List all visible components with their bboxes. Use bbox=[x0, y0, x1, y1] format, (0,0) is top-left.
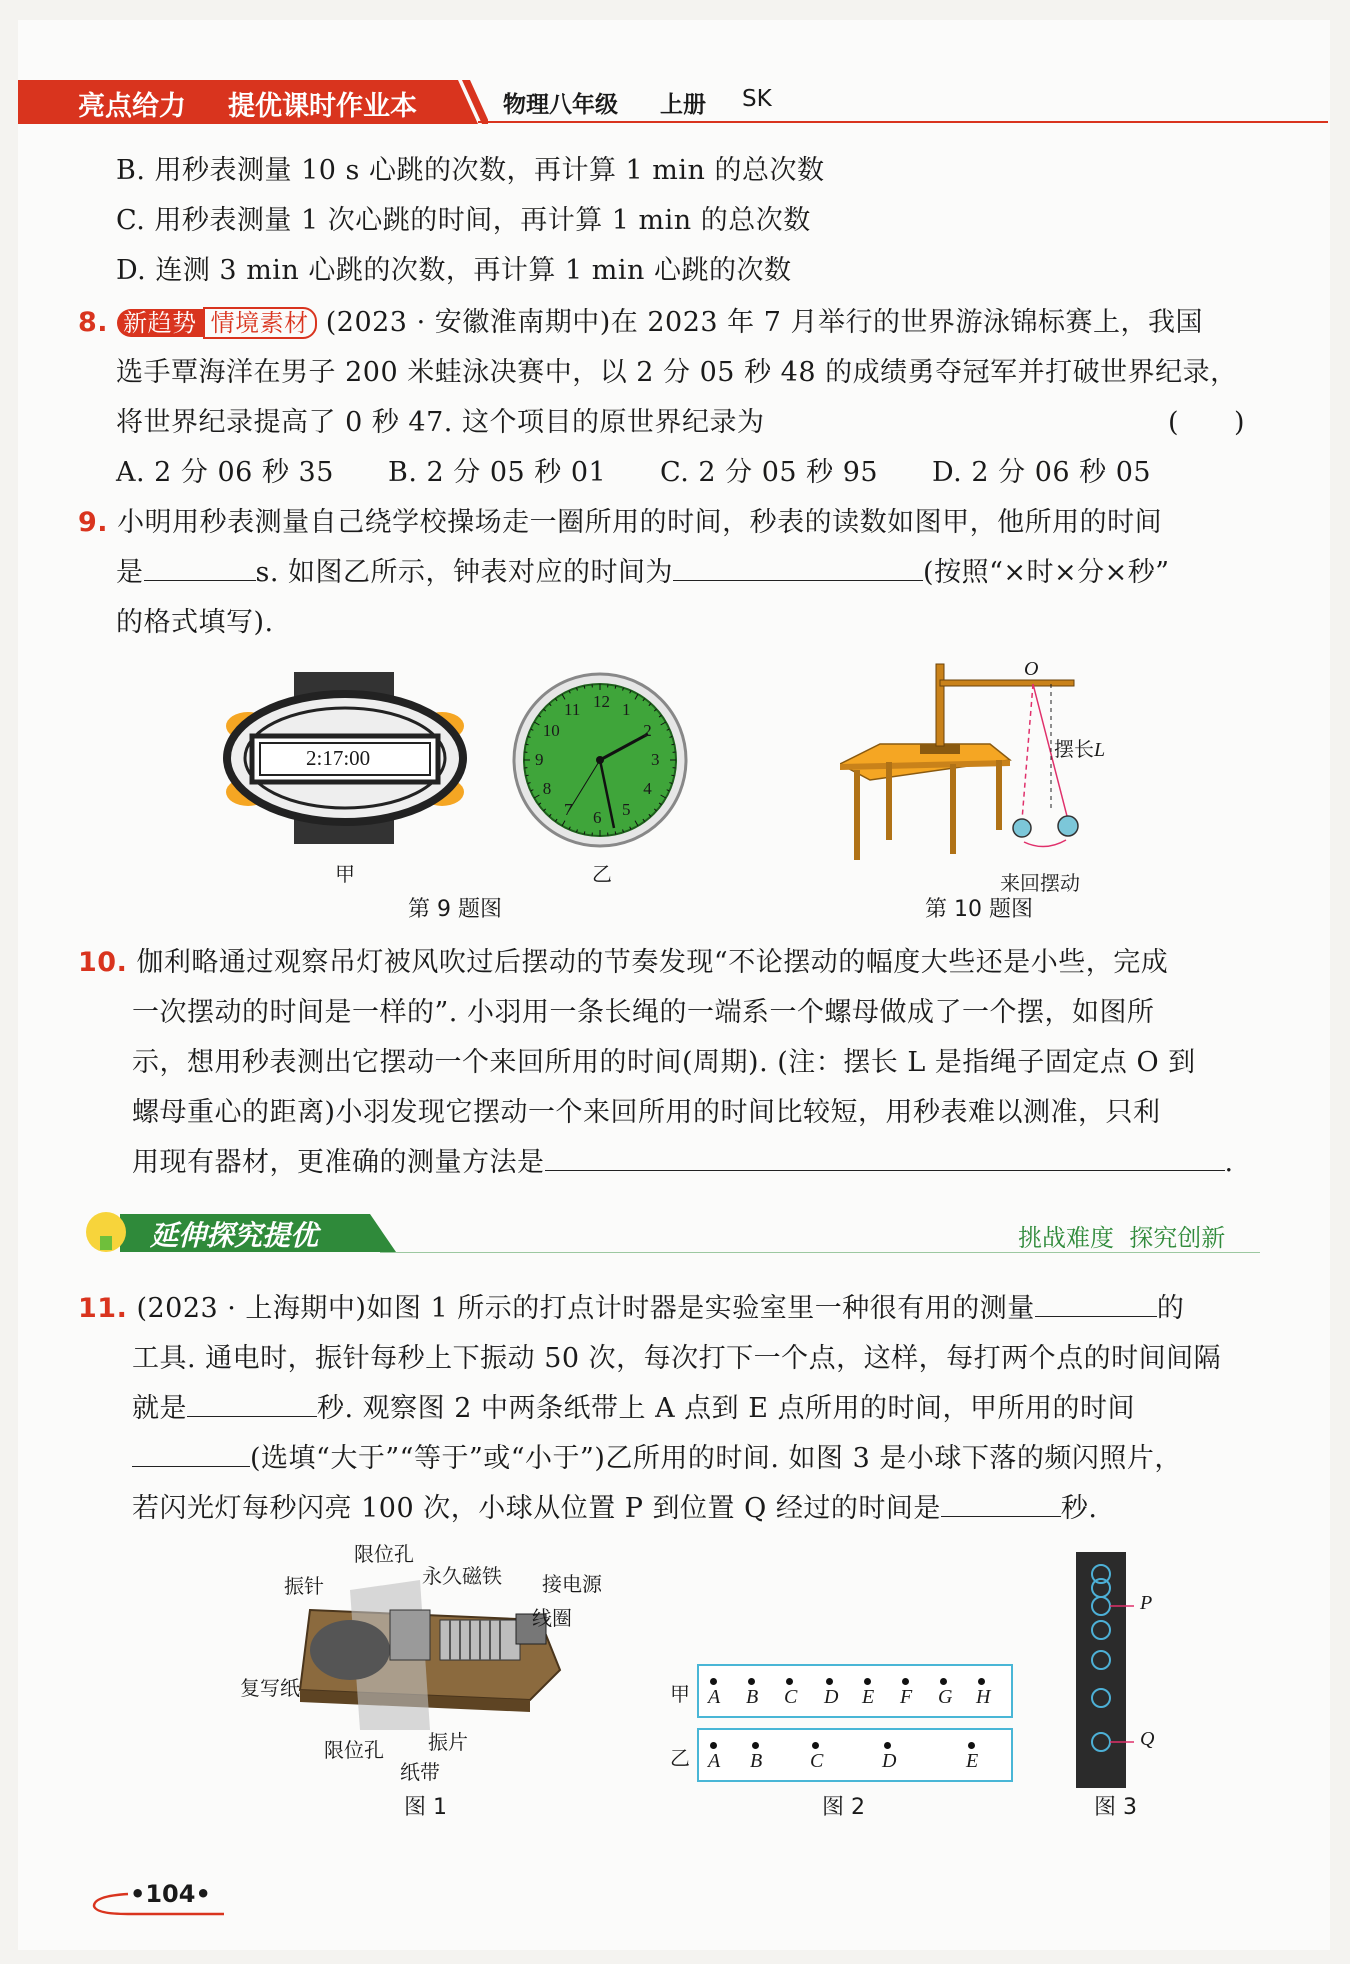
pendulum-figure bbox=[840, 660, 1110, 870]
fig11-cap1: 图 1 bbox=[404, 1795, 447, 1820]
header-rule bbox=[478, 121, 1328, 123]
fig11-magnet: 永久磁铁 bbox=[422, 1564, 502, 1588]
fig10-label-swing: 来回摆动 bbox=[1000, 871, 1080, 895]
q11-line4 bbox=[132, 1440, 1182, 1478]
tape-dot bbox=[864, 1678, 871, 1685]
ticker-timer-figure bbox=[290, 1580, 570, 1730]
clock-number: 2 bbox=[643, 721, 652, 740]
section-title: 延伸探究提优 bbox=[150, 1219, 319, 1252]
section-rule bbox=[380, 1252, 1260, 1253]
q8-option-c: C. 2 分 05 秒 95 bbox=[660, 457, 879, 488]
q8-line3: 将世界纪录提高了 0 秒 47. 这个项目的原世界纪录为 bbox=[116, 407, 765, 438]
fig10-label-o: O bbox=[1024, 658, 1039, 680]
tape-dot bbox=[940, 1678, 947, 1685]
q10-line4: 螺母重心的距离)小羽发现它摆动一个来回所用的时间比较短，用秒表难以测准，只利 bbox=[132, 1097, 1161, 1128]
q11-text-3b: 秒. 观察图 2 中两条纸带上 A 点到 E 点所用的时间，甲所用的时间 bbox=[317, 1393, 1136, 1424]
tape-point-label: C bbox=[810, 1750, 824, 1772]
fig11-label-p: P bbox=[1140, 1592, 1153, 1614]
tape-point-label: D bbox=[882, 1750, 897, 1772]
q9-blank-seconds[interactable] bbox=[144, 554, 256, 581]
q8-line1 bbox=[78, 304, 1203, 342]
header-edition: SK bbox=[742, 86, 772, 112]
fig9-label-yi: 乙 bbox=[592, 862, 612, 886]
nut-icon bbox=[1058, 816, 1078, 836]
q11-blank-time[interactable] bbox=[941, 1490, 1061, 1517]
section-right: 挑战难度 探究创新 bbox=[1018, 1224, 1226, 1252]
tape-dot bbox=[884, 1742, 891, 1749]
fig11-label-q: Q bbox=[1140, 1728, 1155, 1750]
clock-number: 4 bbox=[643, 779, 652, 798]
q8-answer-paren: ( ) bbox=[1168, 407, 1246, 438]
q11-text-1b: 的 bbox=[1156, 1293, 1185, 1324]
q9-line3: 的格式填写). bbox=[116, 607, 274, 638]
fig10-length-symbol: L bbox=[1094, 739, 1106, 761]
q8-text-1: (2023 · 安徽淮南期中)在 2023 年 7 月举行的世界游泳锦标赛上，我国 bbox=[325, 307, 1203, 338]
tape-dot bbox=[786, 1678, 793, 1685]
clock-tick bbox=[526, 775, 529, 776]
q8-option-d: D. 2 分 06 秒 05 bbox=[932, 457, 1152, 488]
clock-number: 12 bbox=[593, 692, 610, 711]
q10-text-5: 用现有器材，更准确的测量方法是 bbox=[132, 1147, 545, 1178]
q9-text-2b: s. 如图乙所示，钟表对应的时间为 bbox=[255, 557, 674, 588]
fig11-limit-hole-bottom: 限位孔 bbox=[324, 1738, 384, 1762]
fig11-limit-hole-top: 限位孔 bbox=[354, 1542, 414, 1566]
q11-text-4: (选填“大于”“等于”或“小于”)乙所用的时间. 如图 3 是小球下落的频闪照片， bbox=[250, 1443, 1182, 1474]
q11-blank-compare[interactable] bbox=[132, 1440, 250, 1467]
fig11-reed: 振片 bbox=[428, 1730, 468, 1754]
header bbox=[18, 80, 1330, 124]
fig11-needle: 振针 bbox=[284, 1574, 324, 1598]
clock-number: 8 bbox=[542, 779, 552, 798]
tape-dot bbox=[710, 1742, 717, 1749]
fig11-tape: 纸带 bbox=[400, 1760, 440, 1784]
clock-number: 5 bbox=[622, 800, 631, 820]
tape-point-label: E bbox=[966, 1750, 979, 1772]
nut-icon bbox=[1013, 819, 1031, 837]
clock-tick bbox=[584, 831, 585, 834]
q10-end: . bbox=[1224, 1147, 1234, 1178]
clock-number: 6 bbox=[593, 808, 602, 827]
tape-dot bbox=[812, 1742, 819, 1749]
clock-number: 3 bbox=[651, 750, 660, 769]
tape-point-label: H bbox=[976, 1686, 991, 1708]
q8-line2: 选手覃海洋在男子 200 米蛙泳决赛中，以 2 分 05 秒 48 的成绩勇夺冠军并打破世界纪录， bbox=[116, 357, 1238, 388]
fig11-cap2: 图 2 bbox=[822, 1795, 865, 1820]
q11-blank-quantity[interactable] bbox=[1035, 1290, 1157, 1317]
strobe-photo bbox=[1076, 1552, 1136, 1788]
tape-dot bbox=[710, 1678, 717, 1685]
tape-jia-label: 甲 bbox=[670, 1682, 690, 1706]
q11-number: 11. bbox=[78, 1293, 128, 1324]
q7-option-b: B. 用秒表测量 10 s 心跳的次数，再计算 1 min 的总次数 bbox=[116, 155, 825, 186]
q9-text-2c: (按照“×时×分×秒” bbox=[923, 557, 1170, 588]
q11-text-3a: 就是 bbox=[132, 1393, 187, 1424]
q10-line5 bbox=[132, 1144, 1234, 1182]
fig9-caption: 第 9 题图 bbox=[408, 897, 502, 922]
stopwatch-reading: 2:17:00 bbox=[306, 746, 371, 770]
clock-number: 7 bbox=[564, 800, 573, 820]
header-brand: 亮点给力 bbox=[78, 91, 186, 122]
carbon-paper-disc bbox=[310, 1620, 390, 1680]
tape-dot bbox=[826, 1678, 833, 1685]
q8-option-a: A. 2 分 06 秒 35 bbox=[116, 457, 334, 488]
q8-option-b: B. 2 分 05 秒 01 bbox=[388, 457, 607, 488]
q11-line2: 工具. 通电时，振针每秒上下振动 50 次，每次打下一个点，这样，每打两个点的时间间隔 bbox=[132, 1343, 1222, 1374]
q10-line3: 示，想用秒表测出它摆动一个来回所用的时间(周期). (注：摆长 L 是指绳子固定点 O 到 bbox=[132, 1047, 1196, 1078]
tape-point-label: G bbox=[938, 1686, 953, 1708]
tape-dot bbox=[968, 1742, 975, 1749]
tape-yi-label: 乙 bbox=[670, 1746, 690, 1770]
clock-number: 9 bbox=[535, 750, 544, 769]
q9-line2 bbox=[116, 554, 1170, 592]
clock-tick bbox=[671, 744, 674, 745]
header-series: 提优课时作业本 bbox=[228, 91, 417, 122]
tag-context: 情境素材 bbox=[203, 307, 317, 339]
q11-blank-interval[interactable] bbox=[187, 1390, 317, 1417]
tape-dot bbox=[978, 1678, 985, 1685]
q11-line1 bbox=[78, 1290, 1184, 1328]
tape-jia bbox=[697, 1664, 1013, 1718]
q10-number: 10. bbox=[78, 947, 128, 978]
fig10-label-length bbox=[1054, 733, 1105, 762]
tape-dot bbox=[748, 1678, 755, 1685]
tape-point-label: B bbox=[750, 1750, 763, 1772]
fig10-caption: 第 10 题图 bbox=[925, 897, 1033, 922]
page-number: •104• bbox=[130, 1880, 211, 1908]
fig11-cap3: 图 3 bbox=[1094, 1795, 1137, 1820]
clock-tick bbox=[615, 831, 616, 834]
tape-point-label: C bbox=[784, 1686, 798, 1708]
q10-blank-method[interactable] bbox=[545, 1144, 1225, 1171]
q10-line1 bbox=[78, 944, 1168, 982]
fig11-power: 接电源 bbox=[542, 1572, 602, 1596]
tape-point-label: F bbox=[900, 1686, 913, 1708]
clock-number: 1 bbox=[622, 699, 631, 719]
q9-text-2a: 是 bbox=[116, 557, 144, 588]
q9-blank-clock-time[interactable] bbox=[673, 554, 923, 581]
header-subject: 物理八年级 bbox=[503, 92, 618, 118]
tape-point-label: E bbox=[862, 1686, 875, 1708]
q8-number: 8. bbox=[78, 307, 109, 338]
fig10-length-text: 摆长 bbox=[1054, 737, 1094, 761]
q11-line5 bbox=[132, 1490, 1097, 1528]
q9-line1 bbox=[78, 504, 1162, 542]
q9-number: 9. bbox=[78, 507, 109, 538]
header-volume: 上册 bbox=[660, 92, 706, 118]
fig11-coil: 线圈 bbox=[532, 1606, 572, 1630]
clock-tick bbox=[615, 686, 616, 689]
clock-tick bbox=[584, 686, 585, 689]
tag-new-trend: 新趋势 bbox=[117, 309, 203, 337]
clock-tick bbox=[671, 775, 674, 776]
fig9-label-jia: 甲 bbox=[335, 862, 355, 886]
tape-point-label: D bbox=[824, 1686, 839, 1708]
q7-option-c: C. 用秒表测量 1 次心跳的时间，再计算 1 min 的总次数 bbox=[116, 205, 811, 236]
tape-point-label: A bbox=[708, 1750, 721, 1772]
q7-option-d: D. 连测 3 min 心跳的次数，再计算 1 min 心跳的次数 bbox=[116, 255, 792, 286]
fig11-carbon: 复写纸 bbox=[240, 1676, 300, 1700]
q11-line3 bbox=[132, 1390, 1135, 1428]
tape-point-label: A bbox=[708, 1686, 721, 1708]
q10-text-1: 伽利略通过观察吊灯被风吹过后摆动的节奏发现“不论摆动的幅度大些还是小些，完成 bbox=[136, 947, 1169, 978]
q11-text-1a: (2023 · 上海期中)如图 1 所示的打点计时器是实验室里一种很有用的测量 bbox=[136, 1293, 1035, 1324]
clock-number: 11 bbox=[564, 699, 581, 719]
tape-dot bbox=[902, 1678, 909, 1685]
q11-text-5b: 秒. bbox=[1060, 1493, 1098, 1524]
q11-text-5a: 若闪光灯每秒闪亮 100 次，小球从位置 P 到位置 Q 经过的时间是 bbox=[132, 1493, 941, 1524]
q10-line2: 一次摆动的时间是一样的”. 小羽用一条长绳的一端系一个螺母做成了一个摆，如图所 bbox=[132, 997, 1155, 1028]
tape-point-label: B bbox=[746, 1686, 759, 1708]
clock-number: 10 bbox=[542, 721, 560, 740]
tape-dot bbox=[752, 1742, 759, 1749]
q9-text-1: 小明用秒表测量自己绕学校操场走一圈所用的时间，秒表的读数如图甲，他所用的时间 bbox=[117, 507, 1163, 538]
clock-tick bbox=[526, 744, 529, 745]
